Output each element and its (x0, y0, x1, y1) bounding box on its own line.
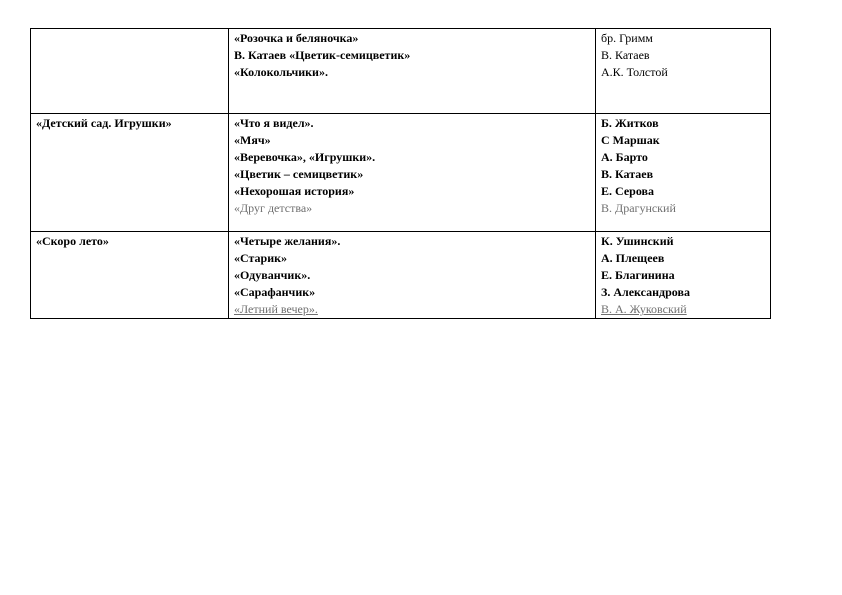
work-title: «Веревочка», «Игрушки». (234, 150, 376, 164)
works-cell (229, 29, 596, 114)
reading-list-table (30, 28, 771, 319)
theme-cell (31, 232, 229, 319)
work-title: «Старик» (234, 251, 288, 265)
table-row (31, 232, 771, 319)
work-title: «Розочка и беляночка» (234, 31, 359, 45)
theme-label: «Детский сад. Игрушки» (36, 116, 172, 130)
authors-cell (596, 29, 771, 114)
table-row (31, 114, 771, 232)
work-title: «Друг детства» (234, 201, 313, 215)
author-name: Е. Серова (601, 184, 654, 198)
authors-cell (596, 232, 771, 319)
works-cell (229, 232, 596, 319)
author-name: В. Катаев (601, 48, 650, 62)
author-name: В. Катаев (601, 167, 654, 181)
work-title: «Цветик – семицветик» (234, 167, 364, 181)
theme-cell (31, 114, 229, 232)
work-title: «Что я видел». (234, 116, 314, 130)
authors-cell (596, 114, 771, 232)
author-name: З. Александрова (601, 285, 690, 299)
work-title: В. Катаев «Цветик-семицветик» (234, 48, 411, 62)
theme-label: «Скоро лето» (36, 234, 109, 248)
author-name: К. Ушинский (601, 234, 674, 248)
work-title: «Летний вечер». (234, 302, 318, 316)
author-name: Б. Житков (601, 116, 659, 130)
author-name: С Маршак (601, 133, 660, 147)
table-row (31, 29, 771, 114)
work-title: «Нехорошая история» (234, 184, 355, 198)
work-title: «Мяч» (234, 133, 271, 147)
author-name: В. Драгунский (601, 201, 676, 215)
work-title: «Колокольчики». (234, 65, 328, 79)
author-name: Е. Благинина (601, 268, 675, 282)
theme-cell (31, 29, 229, 114)
work-title: «Четыре желания». (234, 234, 341, 248)
author-name: бр. Гримм (601, 31, 653, 45)
works-cell (229, 114, 596, 232)
author-name: В. А. Жуковский (601, 302, 687, 316)
author-name: А. Барто (601, 150, 648, 164)
author-name: А. Плещеев (601, 251, 665, 265)
work-title: «Сарафанчик» (234, 285, 316, 299)
table-body (31, 29, 771, 319)
work-title: «Одуванчик». (234, 268, 311, 282)
author-name: А.К. Толстой (601, 65, 668, 79)
